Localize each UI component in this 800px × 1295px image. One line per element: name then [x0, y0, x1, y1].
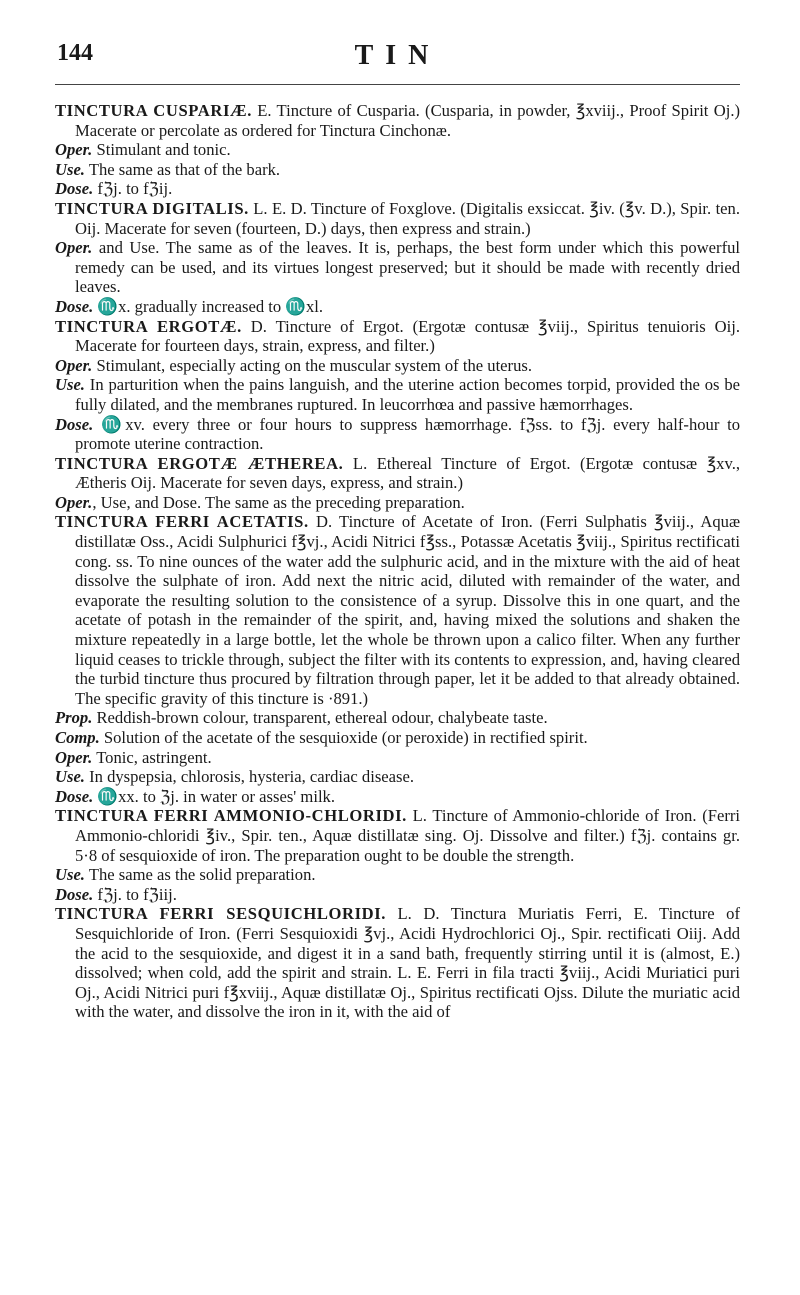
- entry: [55, 199, 740, 238]
- section-label: Dose.: [55, 884, 94, 904]
- entry-section: [55, 179, 740, 199]
- entry-text: D. Tincture of Ergot. (Ergotæ contusæ ℥viij., Spiritus tenuioris Oij. Macerate for fourteen days, strain, express, and filter.): [75, 316, 740, 356]
- entry: [55, 806, 740, 865]
- section-text: fℨj. to fℨij.: [93, 179, 173, 199]
- entry-section: [55, 865, 740, 885]
- entry: [55, 317, 740, 356]
- running-head: TIN: [354, 40, 441, 71]
- entry-title: TINCTURA CUSPARIÆ.: [55, 101, 252, 120]
- entry-section: [55, 160, 740, 180]
- section-text: fℨj. to fℨiij.: [93, 884, 177, 904]
- section-label: Comp.: [55, 728, 100, 747]
- section-label: Use.: [55, 767, 85, 787]
- entry: [55, 454, 740, 493]
- section-text: ♏xx. to ℨj. in water or asses' milk.: [93, 786, 335, 806]
- section-label: Use.: [55, 375, 85, 395]
- entry-section: [55, 728, 740, 748]
- entry: [55, 904, 740, 1022]
- section-label: Dose.: [55, 786, 94, 806]
- section-text: , Use, and Dose. The same as the preceding preparation.: [92, 492, 465, 512]
- section-text: In parturition when the pains languish, and the uterine action becomes torpid, provided the os be fully dilated, and the membranes ruptured. In leucorrhœa and passive hæmorrhages.: [75, 375, 740, 414]
- section-text: Reddish-brown colour, transparent, ethereal odour, chalybeate taste.: [92, 708, 548, 728]
- section-text: In dyspepsia, chlorosis, hysteria, cardiac disease.: [84, 767, 414, 787]
- entry-section: [55, 356, 740, 376]
- section-text: Solution of the acetate of the sesquioxide (or peroxide) in rectified spirit.: [99, 728, 588, 747]
- entry-text: E. Tincture of Cusparia. (Cusparia, in powder, ℥xviij., Proof Spirit Oj.) Macerate or percolate as ordered for Tinctura Cinchonæ.: [75, 101, 740, 140]
- entry-section: [55, 787, 740, 807]
- entry-text: L. Tincture of Ammonio-chloride of Iron. (Ferri Ammonio-chloridi ℥iv., Spir. ten., Aquæ distillatæ sing. Oj. Dissolve and filter.) fℨj. contains gr. 5·8 of sesquioxide of iron. The preparation ought to be double the strength.: [75, 806, 740, 865]
- entry-text: L. E. D. Tincture of Foxglove. (Digitalis exsiccat. ℥iv. (℥v. D.), Spir. ten. Oij. Macerate for seven (fourteen, D.) days, then express and strain.): [75, 198, 740, 238]
- section-label: Prop.: [55, 708, 93, 728]
- section-label: Oper.: [55, 747, 93, 767]
- section-label: Dose.: [55, 296, 94, 316]
- section-text: ♏x. gradually increased to ♏xl.: [93, 296, 324, 316]
- entry-text: L. Ethereal Tincture of Ergot. (Ergotæ contusæ ℥xv., Ætheris Oij. Macerate for seven days, express, and strain.): [75, 453, 740, 493]
- entry-text: D. Tincture of Acetate of Iron. (Ferri Sulphatis ℥viij., Aquæ distillatæ Oss., Acidi Sulphurici f℥vj., Acidi Nitrici f℥ss., Potassæ Acetatis ℥viij., Spiritus rectificati cong. ss. To nine ounces of the water add the sulphuric acid, and in the mixture with the aid of heat dissolve the sulphate of iron. Add next the nitric acid, diluted with remainder of the water, and evaporate the resulting solution to the consistence of a syrup. Dissolve this in one quart, and the acetate of potash in the remainder of the spirit, and, having mixed the solutions and shaken the mixture repeatedly in a large bottle, let the whole be thrown upon a calico filter. When any further liquid ceases to trickle through, subject the filter with its contents to expression, and, having cleared the turbid tincture thus procured by filtration through paper, let it be added to that already obtained. The specific gravity of this tincture is ·891.): [75, 512, 741, 708]
- entry-section: [55, 140, 740, 160]
- section-label: Dose.: [55, 414, 94, 434]
- section-text: Stimulant, especially acting on the muscular system of the uterus.: [92, 355, 532, 375]
- entry-section: [55, 375, 740, 414]
- header-rule: [55, 84, 740, 85]
- entry: [55, 512, 740, 708]
- entry-section: [55, 767, 740, 787]
- section-label: Oper.: [55, 238, 93, 258]
- entry-text: L. D. Tinctura Muriatis Ferri, E. Tincture of Sesquichloride of Iron. (Ferri Sesquioxidi ℥vj., Acidi Hydrochlorici Oj., Spir. rectificati Oiij. Add the acid to the sesquioxide, and digest it in a sand bath, frequently stirring until it is (almost, E.) dissolved; when cold, add the spirit and strain. L. E. Ferri in fila tracti ℥viij., Acidi Muriatici puri Oj., Acidi Nitrici puri f℥xviij., Aquæ distillatæ Oj., Spiritus rectificati Ojss. Dilute the muriatic acid with the water, and dissolve the iron in it, with the aid of: [75, 904, 740, 1022]
- section-text: The same as the solid preparation.: [84, 865, 316, 885]
- section-label: Dose.: [55, 179, 94, 199]
- section-label: Oper.: [55, 355, 93, 375]
- entry: [55, 101, 740, 140]
- entry-title: TINCTURA DIGITALIS.: [55, 198, 249, 218]
- section-text: The same as that of the bark.: [84, 159, 281, 179]
- section-text: Tonic, astringent.: [92, 747, 212, 767]
- entry-title: TINCTURA ERGOTÆ.: [55, 316, 242, 336]
- entry-title: TINCTURA FERRI AMMONIO-CHLORIDI.: [55, 806, 407, 826]
- entry-section: [55, 493, 740, 513]
- entry-section: [55, 297, 740, 317]
- section-text: Stimulant and tonic.: [92, 140, 231, 160]
- page-number: 144: [57, 40, 93, 66]
- entry-title: TINCTURA ERGOTÆ ÆTHEREA.: [55, 453, 344, 473]
- entry-section: [55, 885, 740, 905]
- page-content: [55, 101, 740, 1022]
- section-label: Use.: [55, 865, 85, 885]
- entry-section: [55, 415, 740, 454]
- section-label: Oper.: [55, 492, 93, 512]
- section-text: ♏xv. every three or four hours to suppress hæmorrhage. fℨss. to fℨj. every half-hour to promote uterine contraction.: [75, 414, 740, 454]
- page-header: [55, 40, 740, 82]
- entry-section: [55, 708, 740, 728]
- entry-title: TINCTURA FERRI ACETATIS.: [55, 512, 309, 532]
- entry-title: TINCTURA FERRI SESQUICHLORIDI.: [55, 904, 387, 924]
- entry-section: [55, 238, 740, 297]
- section-text: and Use. The same as of the leaves. It is, perhaps, the best form under which this powerful remedy can be used, and its virtues longest preserved; but it should be made with recently dried leaves.: [75, 238, 740, 297]
- entry-section: [55, 748, 740, 768]
- section-label: Oper.: [55, 140, 93, 160]
- section-label: Use.: [55, 159, 85, 179]
